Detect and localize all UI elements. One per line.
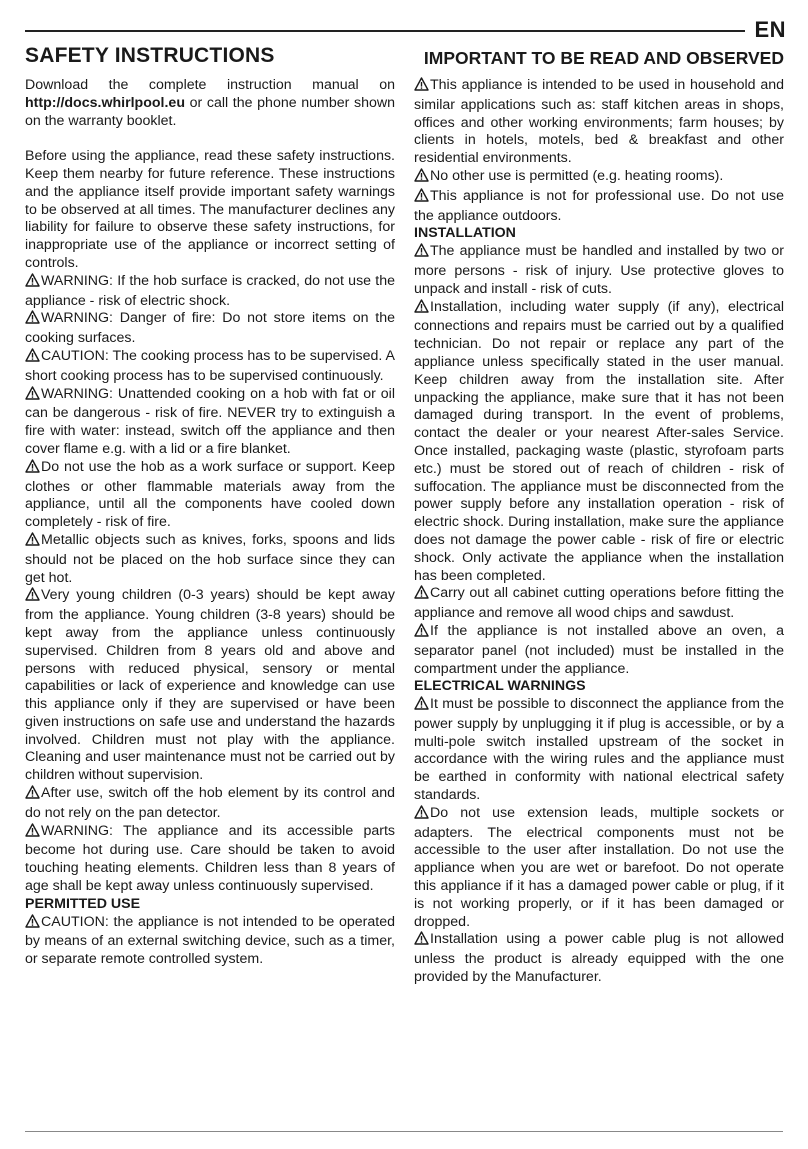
warning-triangle-icon: [25, 273, 40, 293]
warning-triangle-icon: [414, 805, 429, 825]
installation-heading: INSTALLATION: [414, 225, 516, 242]
warning-triangle-icon: [25, 310, 40, 330]
warning-item: Installation, including water supply (if any), electrical connections and repairs must be carried out by a qualified technician. Do not repair or replace any part of the appliance unless specifically stated in the user manual. Keep children away from the installation site. After unpacking the appliance, make sure that it has not been damaged during transport. In the event of problems, contact the dealer or your nearest After-sales Service. Once installed, packaging waste (plastic, styrofoam parts etc.) must be stored out of reach of children - risk of suffocation. The appliance must be disconnected from the power supply before any installation operation - risk of electric shock. During installation, make sure the appliance does not damage the power cable - risk of fire or electric shock. Only activate the appliance when the installation has been completed.: [414, 298, 784, 584]
left-warning-list: [25, 273, 395, 896]
warning-triangle-icon: [414, 299, 429, 319]
manual-link[interactable]: http://docs.whirlpool.eu: [25, 94, 185, 111]
intro-paragraph: [25, 77, 395, 130]
warning-triangle-icon: [25, 532, 40, 552]
warning-triangle-icon: [414, 931, 429, 951]
warning-triangle-icon: [414, 168, 429, 188]
page-subtitle: IMPORTANT TO BE READ AND OBSERVED: [423, 48, 784, 68]
page-title: SAFETY INSTRUCTIONS: [25, 44, 275, 67]
warning-item: CAUTION: the appliance is not intended to be operated by means of an external switching device, such as a timer, or separate remote controlled system.: [25, 913, 395, 968]
warning-item: It must be possible to disconnect the appliance from the power supply by unplugging it if plug is accessible, or by a multi-pole switch installed upstream of the socket in accordance with the wiring rules and the appliance must be earthed in conformity with national electrical safety standards.: [414, 696, 784, 804]
header-rule: [25, 30, 745, 32]
warning-item: WARNING: Danger of fire: Do not store items on the cooking surfaces.: [25, 310, 395, 347]
intro-text-end: or call the phone number shown on the warranty booklet.: [25, 94, 395, 129]
warning-triangle-icon: [25, 823, 40, 843]
warning-item: WARNING: If the hob surface is cracked, do not use the appliance - risk of electric shock.: [25, 272, 395, 309]
warning-triangle-icon: [25, 386, 40, 406]
warning-item: Do not use the hob as a work surface or support. Keep clothes or other flammable materials away from the appliance, until all the components have cooled down completely - risk of fire.: [25, 458, 395, 531]
warning-triangle-icon: [414, 623, 429, 643]
warning-triangle-icon: [414, 696, 429, 716]
electrical-heading: ELECTRICAL WARNINGS: [414, 678, 586, 695]
permitted-use-heading: PERMITTED USE: [25, 895, 141, 912]
right-column: [414, 77, 784, 987]
warning-item: This appliance is not for professional use. Do not use the appliance outdoors.: [414, 187, 784, 224]
warning-triangle-icon: [414, 77, 429, 97]
warning-triangle-icon: [414, 243, 429, 263]
warning-triangle-icon: [25, 348, 40, 368]
intro-text: Download the complete instruction manual on: [25, 77, 395, 93]
warning-item: Carry out all cabinet cutting operations before fitting the appliance and remove all wood chips and sawdust.: [414, 585, 784, 622]
electrical-warning-list: [414, 696, 784, 987]
warning-item: Installation using a power cable plug is not allowed unless the product is already equipped with the one provided by the Manufacturer.: [414, 931, 784, 986]
warning-item: Very young children (0-3 years) should be kept away from the appliance. Young children (3-8 years) should be kept away from the appliance unless continuously supervised. Children from 8 years old and above and persons with reduced physical, sensory or mental capabilities or lack of experience and knowledge can use this appliance only if they are supervised or have been given instructions on safe use and understand the hazards involved. Children must not play with the appliance. Cleaning and user maintenance must not be carried out by children without supervision.: [25, 587, 395, 784]
warning-triangle-icon: [414, 188, 429, 208]
warning-item: WARNING: Unattended cooking on a hob with fat or oil can be dangerous - risk of fire. NEVER try to extinguish a fire with water: instead, switch off the appliance and then cover flame e.g. with a lid or a fire blanket.: [25, 385, 395, 457]
installation-warning-list: [414, 243, 784, 678]
footer-rule: [25, 1131, 783, 1132]
warning-triangle-icon: [414, 585, 429, 605]
warning-triangle-icon: [25, 914, 40, 934]
before-use-paragraph: Before using the appliance, read these safety instructions. Keep them nearby for future reference. These instructions and the appliance itself provide important safety warnings to be observed at all times. The manufacturer declines any liability for failure to observe these safety instructions, for inappropriate use of the appliance or incorrect setting of controls.: [25, 148, 395, 271]
use-warning-list: [414, 77, 784, 225]
language-label: EN: [754, 17, 786, 42]
warning-item: The appliance must be handled and installed by two or more persons - risk of injury. Use protective gloves to unpack and install - risk of cuts.: [414, 243, 784, 297]
warning-item: WARNING: The appliance and its accessible parts become hot during use. Care should be taken to avoid touching heating elements. Children less than 8 years of age shall be kept away unless continuously supervised.: [25, 822, 395, 895]
warning-item: After use, switch off the hob element by its control and do not rely on the pan detector.: [25, 785, 395, 821]
warning-item: This appliance is intended to be used in household and similar applications such as: staff kitchen areas in shops, offices and other working environments; farm houses; by clients in hotels, motels, bed & breakfast and other residential environments.: [414, 77, 784, 167]
warning-item: CAUTION: The cooking process has to be supervised. A short cooking process has to be supervised continuously.: [25, 347, 395, 384]
warning-item: No other use is permitted (e.g. heating rooms).: [414, 168, 784, 188]
warning-triangle-icon: [25, 459, 40, 479]
warning-item: If the appliance is not installed above an oven, a separator panel (not included) must be installed in the compartment under the appliance.: [414, 622, 784, 677]
left-column: [25, 77, 395, 969]
warning-triangle-icon: [25, 785, 40, 805]
warning-triangle-icon: [25, 587, 40, 607]
warning-item: Do not use extension leads, multiple sockets or adapters. The electrical components must not be accessible to the user after installation. Do not use the appliance when you are wet or barefoot. Do not operate this appliance if it has a damaged power cable or plug, if it is not working properly, or if it has been damaged or dropped.: [414, 804, 784, 930]
warning-item: Metallic objects such as knives, forks, spoons and lids should not be placed on the hob surface since they can get hot.: [25, 531, 395, 586]
